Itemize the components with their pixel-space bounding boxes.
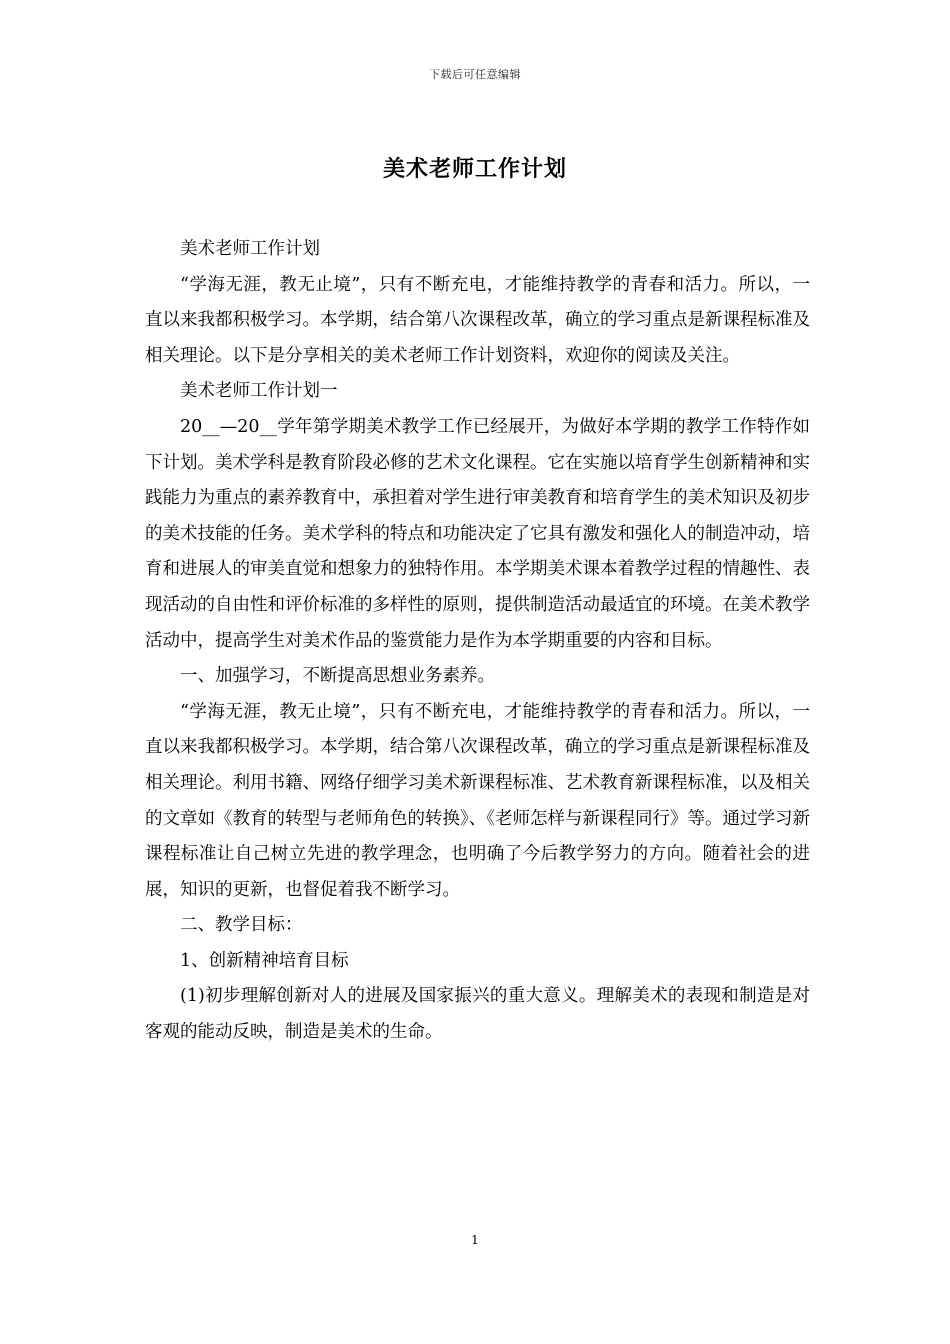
paragraph-study: “学海无涯，教无止境”，只有不断充电，才能维持教学的青春和活力。所以，一直以来我都积极学习。本学期，结合第八次课程改革，确立的学习重点是新课程标准及相关理论。利用书籍、网络仔细学习美术新课程标准、艺术教育新课程标准，以及相关的文章如《教育的转型与老师角色的转换》、《老师怎样与新课程同行》等。通过学习新课程标准让自己树立先进的教学理念，也明确了今后教学努力的方向。随着社会的进展，知识的更新，也督促着我不断学习。 <box>145 701 810 900</box>
document-title: 美术老师工作计划 <box>382 157 567 182</box>
paragraph-plan-overview: 20__—20__学年第学期美术教学工作已经展开，为做好本学期的教学工作特作如下计划。美术学科是教育阶段必修的艺术文化课程。它在实施以培育学生创新精神和实践能力为重点的素养教育中，承担着对学生进行审美教育和培育学生的美术知识及初步的美术技能的任务。美术学科的特点和功能决定了它具有激发和强化人的制造冲动，培育和进展人的审美直觉和想象力的独特作用。本学期美术课本着教学过程的情趣性、表现活动的自由性和评价标准的多样性的原则，提供制造活动最适宜的环境。在美术教学活动中，提高学生对美术作品的鉴赏能力是作为本学期重要的内容和目标。 <box>145 416 810 651</box>
paragraph-section-heading: 美术老师工作计划一 <box>180 381 338 402</box>
paragraph-subtitle: 美术老师工作计划 <box>180 239 320 259</box>
paragraph-intro: “学海无涯，教无止境”，只有不断充电，才能维持教学的青春和活力。所以，一直以来我都积极学习。本学期，结合第八次课程改革，确立的学习重点是新课程标准及相关理论。以下是分享相关的美术老师工作计划资料，欢迎你的阅读及关注。 <box>145 274 810 366</box>
paragraph-heading-innovation: 1、创新精神培育目标 <box>180 950 349 971</box>
paragraph-heading-two: 二、教学目标： <box>180 915 303 936</box>
paragraph-innovation-item-1: (1)初步理解创新对人的进展及国家振兴的重大意义。理解美术的表现和制造是对客观的能动反映，制造是美术的生命。 <box>145 986 810 1043</box>
paragraph-heading-one: 一、加强学习，不断提高思想业务素养。 <box>180 666 495 687</box>
page-number: 1 <box>471 1233 479 1247</box>
document-body <box>145 232 810 1051</box>
header-note: 下载后可任意编辑 <box>429 68 521 81</box>
